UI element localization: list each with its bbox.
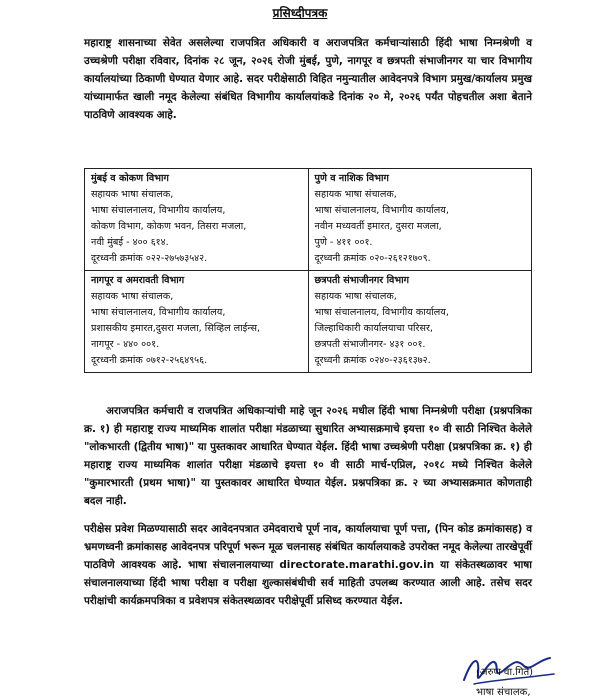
office-line: पुणे - ४११ ००१. <box>314 237 373 248</box>
office-line: जिल्हाधिकारी कार्यालयाचा परिसर, <box>314 323 433 334</box>
office-pune-nashik <box>308 169 532 271</box>
regional-offices-table <box>84 168 532 373</box>
office-line: सहायक भाषा संचालक, <box>314 291 397 302</box>
intro-paragraph: महाराष्ट्र शासनाच्या सेवेत असलेल्या राजपत्रित अधिकारी व अराजपत्रित कर्मचाऱ्यांसाठी हिंदी भाषा निम्नश्रेणी व उच्चश्रेणी परीक्षा रविवार, दिनांक २८ जून, २०२६ रोजी मुंबई, पुणे, नागपूर व छत्रपती संभाजीनगर या चार विभागीय कार्यालयांच्या ठिकाणी घेण्यात येणार आहे. सदर परीक्षेसाठी विहित नमुन्यातील आवेदनपत्रे विभाग प्रमुख/कार्यालय प्रमुख यांच्यामार्फत खाली नमूद केलेल्या संबंधित विभागीय कार्यालयांकडे दिनांक २० मे, २०२६ पर्यंत पोहचतील अशा बेताने पाठविणे आवश्यक आहे. <box>84 37 532 121</box>
office-line: भाषा संचालनालय, विभागीय कार्यालय, <box>91 307 226 318</box>
office-line: भाषा संचालनालय, विभागीय कार्यालय, <box>314 205 449 216</box>
office-line: सहायक भाषा संचालक, <box>314 189 397 200</box>
office-phone: दूरध्वनी क्रमांक ०२०-२६१२१७०९. <box>314 253 431 264</box>
office-line: भाषा संचालनालय, विभागीय कार्यालय, <box>91 205 226 216</box>
office-phone: दूरध्वनी क्रमांक ०२४०-२३६१३७२. <box>314 355 431 366</box>
office-heading: नागपूर व अमरावती विभाग <box>91 275 185 286</box>
title-text: प्रसिध्दीपत्रक <box>272 6 328 20</box>
office-phone: दूरध्वनी क्रमांक ०२२-२७५७३५४२. <box>91 253 208 264</box>
signatory-name: (अरुण वा.गिते) <box>476 667 534 678</box>
office-line: कोकण विभाग, कोकण भवन, तिसरा मजला, <box>91 221 247 232</box>
office-line: सहायक भाषा संचालक, <box>91 189 174 200</box>
office-chhatrapati-sambhajinagar <box>308 271 532 373</box>
office-line: नागपूर - ४४० ००१. <box>91 339 160 350</box>
office-line: भाषा संचालनालय, विभागीय कार्यालय, <box>314 307 449 318</box>
syllabus-paragraph: अराजपत्रित कर्मचारी व राजपत्रित अधिकाऱ्यांची माहे जून २०२६ मधील हिंदी भाषा निम्नश्रेणी परीक्षा (प्रश्नपत्रिका क्र. १) ही महाराष्ट्र राज्य माध्यमिक शालांत परीक्षा मंडळाच्या सुधारित अभ्यासक्रमाचे इयत्ता १० वी साठी निश्चित केलेले "लोकभारती (द्वितीय भाषा)" या पुस्तकावर आधारित घेण्यात येईल. हिंदी भाषा उच्चश्रेणी परीक्षा (प्रश्नपत्रिका क्र. १) ही महाराष्ट्र राज्य माध्यमिक शालांत परीक्षा मंडळाचे इयत्ता १० वी साठी मार्च-एप्रिल, २०१८ मध्ये निश्चित केलेले "कुमारभारती (प्रथम भाषा)" या पुस्तकावर आधारित घेण्यात येईल. प्रश्नपत्रिका क्र. २ च्या अभ्यासक्रमात कोणताही बदल नाही. <box>84 405 532 507</box>
admission-paragraph <box>84 520 532 610</box>
office-heading: पुणे व नाशिक विभाग <box>314 173 389 184</box>
document-title <box>0 4 600 21</box>
office-line: नवी मुंबई - ४०० ६१४. <box>91 237 169 248</box>
signatory-designation: भाषा संचालक, <box>476 687 531 698</box>
office-heading: छत्रपती संभाजीनगर विभाग <box>314 275 410 286</box>
office-line: नवीन मध्यवर्ती इमारत, दुसरा मजला, <box>314 221 442 232</box>
office-nagpur-amravati <box>85 271 309 373</box>
office-heading: मुंबई व कोकण विभाग <box>91 173 169 184</box>
office-line: प्रशासकीय इमारत,दुसरा मजला, सिव्हिल लाईन्स, <box>91 323 260 334</box>
office-mumbai-konkan <box>85 169 309 271</box>
office-phone: दूरध्वनी क्रमांक ०७१२-२५६४९५६. <box>91 355 208 366</box>
website-link[interactable]: directorate.marathi.gov.in <box>279 559 435 571</box>
office-line: छत्रपती संभाजीनगर- ४३१ ००१. <box>314 339 426 350</box>
admission-text-b: या संकेतस्थळावर भाषा संचालनालयाच्या हिंदी भाषा परीक्षा व परीक्षा शुल्कासंबंधीची सर्व माहिती उपलब्ध करण्यात आली आहे. तसेच सदर परीक्षांची कार्यक्रमपत्रिका व प्रवेशपत्र संकेतस्थळावर परीक्षेपूर्वी प्रसिध्द करण्यात येईल. <box>84 559 532 607</box>
office-line: सहायक भाषा संचालक, <box>91 291 174 302</box>
admission-text-a: परीक्षेस प्रवेश मिळण्यासाठी सदर आवेदनपत्रात उमेदवाराचे पूर्ण नाव, कार्यालयाचा पूर्ण पत्ता, (पिन कोड क्रमांकासह) व भ्रमणध्वनी क्रमांकासह आवेदनपत्र परिपूर्ण भरून मूळ चलनासह संबंधित कार्यालयाकडे उपरोक्त नमूद केलेल्या तारखेपूर्वी पाठविणे आवश्यक आहे. भाषा संचालनालयाच्या <box>84 523 532 571</box>
